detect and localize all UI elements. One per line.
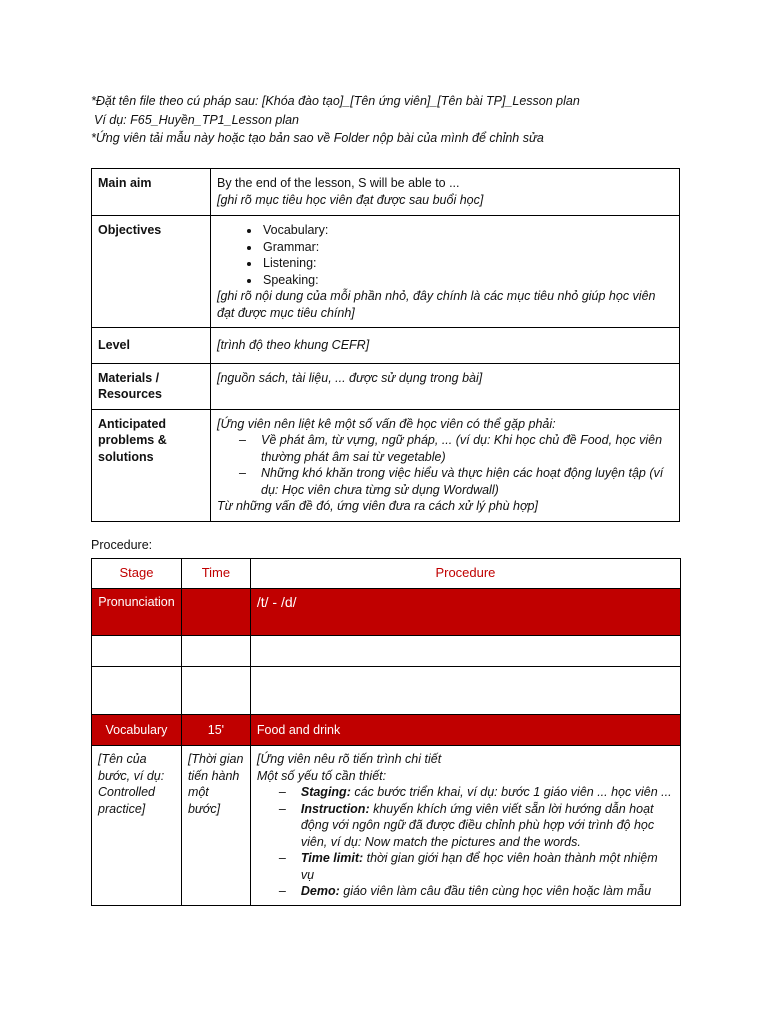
detail-term: Time limit: [300, 851, 364, 865]
pronunciation-stage: Pronunciation [92, 589, 182, 636]
empty-row [92, 636, 681, 667]
problems-list [217, 432, 673, 498]
problems-outro: Từ những vấn đề đó, ứng viên đưa ra cách xử lý phù hợp] [217, 499, 538, 513]
level-row [92, 328, 680, 364]
vocabulary-procedure: Food and drink [250, 715, 680, 746]
instruction-line-3: *Ứng viên tải mẫu này hoặc tạo bản sao về Folder nộp bài của mình để chỉnh sửa [91, 131, 544, 145]
objectives-list [217, 222, 673, 288]
objectives-note: [ghi rõ nội dung của mỗi phần nhỏ, đây chính là các mục tiêu nhỏ giúp học viên đạt được mục tiêu chính] [217, 289, 656, 320]
detail-procedure [250, 746, 680, 906]
objectives-value [211, 216, 680, 328]
materials-row [92, 363, 680, 409]
main-aim-label: Main aim [92, 169, 211, 216]
instruction-line-2: Ví dụ: F65_Huyền_TP1_Lesson plan [94, 112, 299, 127]
header-stage: Stage [92, 559, 182, 589]
lesson-info-table [91, 168, 680, 522]
main-aim-row [92, 169, 680, 216]
instruction-line-1: *Đặt tên file theo cú pháp sau: [Khóa đào tạo]_[Tên ứng viên]_[Tên bài TP]_Lesson plan [91, 94, 580, 108]
problem-item: – Về phát âm, từ vựng, ngữ pháp, ... (ví dụ: Khi học chủ đề Food, học viên thường phát âm sai từ vegetable) [239, 432, 673, 465]
main-aim-value [211, 169, 680, 216]
empty-cell [181, 636, 250, 667]
level-value: [trình độ theo khung CEFR] [211, 328, 680, 364]
procedure-header-row [92, 559, 681, 589]
vocabulary-row [92, 715, 681, 746]
problem-item: – Những khó khăn trong việc hiểu và thực hiện các hoạt động luyện tập (ví dụ: Học viên chưa từng sử dụng Wordwall) [239, 465, 673, 498]
problems-label: Anticipated problems & solutions [92, 409, 211, 521]
objectives-row [92, 216, 680, 328]
pronunciation-procedure: /t/ - /d/ [250, 589, 680, 636]
vocabulary-time: 15' [181, 715, 250, 746]
detail-intro-2: Một số yếu tố cần thiết: [256, 768, 387, 783]
detail-text: các bước triển khai, ví dụ: bước 1 giáo viên ... học viên ... [350, 785, 672, 799]
detail-list [257, 784, 674, 900]
detail-item [279, 883, 674, 900]
objective-item: • Vocabulary: [261, 222, 673, 239]
objective-item: • Grammar: [261, 239, 673, 256]
procedure-heading: Procedure: [91, 538, 153, 552]
objective-item: • Speaking: [261, 272, 673, 289]
empty-cell [181, 667, 250, 715]
empty-cell [92, 636, 182, 667]
detail-intro-1: [Ứng viên nêu rõ tiến trình chi tiết [256, 752, 442, 766]
level-label: Level [92, 328, 211, 364]
vocabulary-stage: Vocabulary [92, 715, 182, 746]
problems-intro: [Ứng viên nên liệt kê một số vấn đề học viên có thể gặp phải: [217, 416, 556, 431]
materials-label: Materials / Resources [92, 363, 211, 409]
detail-item [279, 801, 674, 851]
detail-item [279, 850, 674, 883]
detail-stage: [Tên của bước, ví dụ: Controlled practice] [92, 746, 182, 906]
empty-row [92, 667, 681, 715]
detail-term: Instruction: [300, 801, 370, 816]
problems-value [211, 409, 680, 521]
materials-value: [nguồn sách, tài liệu, ... được sử dụng trong bài] [211, 363, 680, 409]
detail-term: Demo: [300, 884, 340, 898]
empty-cell [250, 667, 680, 715]
problems-row [92, 409, 680, 521]
pronunciation-time [181, 589, 250, 636]
main-aim-line-1: By the end of the lesson, S will be able to ... [217, 176, 460, 190]
objectives-label: Objectives [92, 216, 211, 328]
detail-text: thời gian giới hạn để học viên hoàn thành một nhiệm vụ [300, 851, 658, 882]
detail-item [279, 784, 674, 801]
procedure-table [91, 558, 681, 906]
detail-time: [Thời gian tiến hành một bước] [181, 746, 250, 906]
header-time: Time [181, 559, 250, 589]
empty-cell [92, 667, 182, 715]
objective-item: • Listening: [261, 255, 673, 272]
pronunciation-row [92, 589, 681, 636]
detail-text: khuyến khích ứng viên viết sẵn lời hướng dẫn hoạt động với ngôn ngữ đã được điều chỉnh phù hợp với trình độ học viên, ví dụ: Now match the pictures and the words. [300, 801, 655, 849]
header-procedure: Procedure [250, 559, 680, 589]
main-aim-line-2: [ghi rõ mục tiêu học viên đạt được sau buổi học] [217, 192, 484, 207]
instructions [91, 92, 580, 148]
detail-text: giáo viên làm câu đầu tiên cùng học viên hoặc làm mẫu [339, 884, 652, 898]
empty-cell [250, 636, 680, 667]
detail-row [92, 746, 681, 906]
detail-term: Staging: [300, 785, 351, 799]
